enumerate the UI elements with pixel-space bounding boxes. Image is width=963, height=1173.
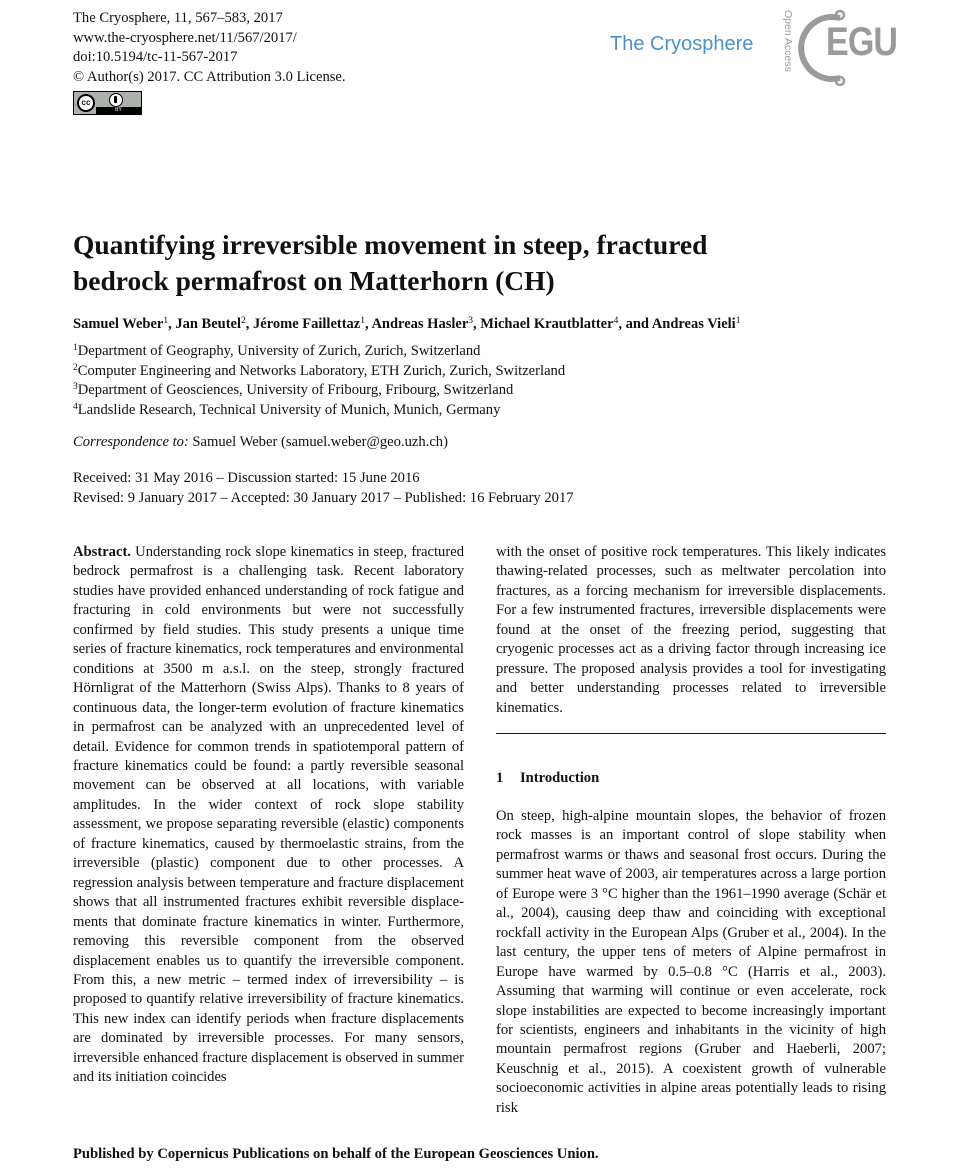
affiliation-item	[73, 342, 565, 362]
affiliation-item	[73, 362, 565, 382]
section-divider	[496, 733, 886, 734]
cc-by-license-badge[interactable]	[73, 91, 142, 115]
cc-icon: cc	[77, 94, 95, 112]
affiliation-text: Landslide Research, Technical University of Munich, Munich, Germany	[77, 401, 501, 418]
affiliation-marker: 1	[163, 316, 169, 326]
article-metadata	[73, 9, 346, 87]
egu-logo-text: EGU	[826, 20, 898, 64]
affiliations	[73, 342, 565, 420]
abstract-right-column: with the onset of positive rock temperatures. This likely indicates thawing-related processes, such as meltwater percolation into fractures, as a forcing mechanism for irreversible displacements. For a few instrumented fractures, irreversible displacements were found at the onset of the freezing period, suggesting that cryogenic processes act as a driving factor through increasing ice pressure. The proposed analysis provides a tool for investigating and better understanding processes related to irreversible kinematics.	[496, 544, 886, 716]
abstract-left-column	[73, 543, 464, 1088]
author-separator: ,	[365, 316, 372, 332]
section-title: Introduction	[520, 770, 600, 786]
journal-name-logo: The Cryosphere	[610, 33, 754, 55]
author-name: Samuel Weber	[73, 316, 164, 332]
section-heading-introduction	[496, 770, 599, 787]
received-dates: Received: 31 May 2016 – Discussion started: 15 June 2016	[73, 470, 420, 486]
affiliation-marker: 2	[241, 316, 246, 326]
affiliation-item	[73, 381, 565, 401]
author-separator: , and	[618, 316, 652, 332]
doi[interactable]: doi:10.5194/tc-11-567-2017	[73, 49, 238, 65]
paper-title-line-2: bedrock permafrost on Matterhorn (CH)	[73, 265, 555, 296]
affiliation-number: 4	[73, 401, 78, 412]
author-separator: ,	[245, 316, 254, 332]
author-separator: ,	[168, 316, 176, 332]
affiliation-number: 1	[73, 343, 78, 353]
paper-title	[73, 227, 707, 299]
affiliation-number: 3	[73, 382, 78, 392]
journal-url[interactable]: www.the-cryosphere.net/11/567/2017/	[73, 29, 297, 46]
correspondence-label: Correspondence to:	[73, 434, 189, 450]
author-separator: ,	[473, 316, 481, 332]
affiliation-number: 2	[73, 362, 78, 373]
by-label: BY	[96, 107, 141, 114]
affiliation-marker: 4	[613, 316, 619, 326]
affiliation-marker: 3	[468, 316, 474, 326]
publication-dates	[73, 469, 574, 508]
abstract-text: Understanding rock slope kinematics in steep, fractured bedrock permafrost is a challenging task. Recent laboratory studies have provided enhanced understanding of rock fatigue and fracturing in cold environments but were not successfully confirmed by field studies. This study presents a unique time series of fracture kinematics, rock temperatures and environmental conditions at 3500 m a.s.l. on the steep, strongly fractured Hörnligrat of the Matterhorn (Swiss Alps). Thanks to 8 years of continuous data, the longer-term evolution of fracture kinematics in permafrost can be analyzed with an unprecedented level of detail. Evidence for common trends in spatiotemporal pattern of fracture kinematics could be found: a partly reversible seasonal movement can be observed at all locations, with variable amplitudes. In the wider context of rock slope stability assessment, we propose separating reversible (elastic) components of fracture kinematics, caused by thermoelastic strains, from the irreversible (plastic) component due to other processes. A regression analysis between temperature and fracture displacement shows that all instrumented fractures exhibit reversible displacements that dominate fracture kinematics in winter. Furthermore, removing this reversible component from the observed displacement enables us to quantify the irreversible component. From this, a new metric – termed index of irreversibility – is proposed to quantify relative irreversibility of fracture kinematics. This new index can identify periods when fracture displacements are dominated by irreversible processes. For many sensors, irreversible enhanced fracture displacement is observed in summer and its initiation coincides	[73, 544, 464, 1086]
introduction-text: On steep, high-alpine mountain slopes, the behavior of frozen rock masses is an important control of slope stability when permafrost warms or thaws and seasonal frost occurs. During the summer heat wave of 2003, air temperatures across a large portion of Europe were 3 °C higher than the 1961–1990 average (Schär et al., 2004), causing deep thaw and coinciding with exceptional rockfall activity in the European Alps (Gruber et al., 2004). In the last century, the upper tens of meters of Alpine permafrost in Europe have warmed by 0.5–0.8 °C (Harris et al., 2003). Assuming that warming will continue or even accelerate, rock slope instabilities are expected to become increasingly important for scientists, engineers and inhabitants in the vicinity of high mountain permafrost regions (Gruber and Haeberli, 2007; Keuschnig et al., 2015). A coexistent growth of vulnerable socioeconomic activities in alpine areas potentially leads to rising risk	[496, 808, 886, 1116]
author-name: Andreas Vieli	[651, 316, 736, 332]
author-name: Andreas Hasler	[371, 316, 469, 332]
affiliation-marker: 1	[735, 316, 741, 326]
author-name: Jérome Faillettaz	[253, 316, 361, 332]
paper-title-line-1: Quantifying irreversible movement in steep, fractured	[73, 229, 708, 260]
affiliation-text: Department of Geography, University of Zurich, Zurich, Switzerland	[77, 343, 481, 359]
affiliation-text: Computer Engineering and Networks Laboratory, ETH Zurich, Zurich, Switzerland	[77, 362, 566, 379]
correspondence	[73, 434, 448, 451]
license-text: © Author(s) 2017. CC Attribution 3.0 License.	[73, 68, 346, 85]
attribution-person-icon	[109, 93, 123, 107]
journal-citation: The Cryosphere, 11, 567–583, 2017	[73, 10, 283, 26]
abstract-label: Abstract.	[73, 544, 131, 560]
affiliation-marker: 1	[360, 316, 365, 326]
revised-dates: Revised: 9 January 2017 – Accepted: 30 January 2017 – Published: 16 February 2017	[73, 489, 574, 506]
affiliation-text: Department of Geosciences, University of Fribourg, Fribourg, Switzerland	[77, 382, 514, 398]
affiliation-item	[73, 401, 565, 421]
author-name: Jan Beutel	[175, 316, 242, 332]
correspondence-contact[interactable]: Samuel Weber (samuel.weber@geo.uzh.ch)	[188, 434, 448, 450]
author-list	[73, 316, 740, 333]
author-name: Michael Krautblatter	[480, 316, 614, 332]
open-access-label: Open Access	[782, 10, 794, 72]
section-number: 1	[496, 770, 504, 786]
publisher-footer: Published by Copernicus Publications on behalf of the European Geosciences Union.	[73, 1146, 599, 1162]
